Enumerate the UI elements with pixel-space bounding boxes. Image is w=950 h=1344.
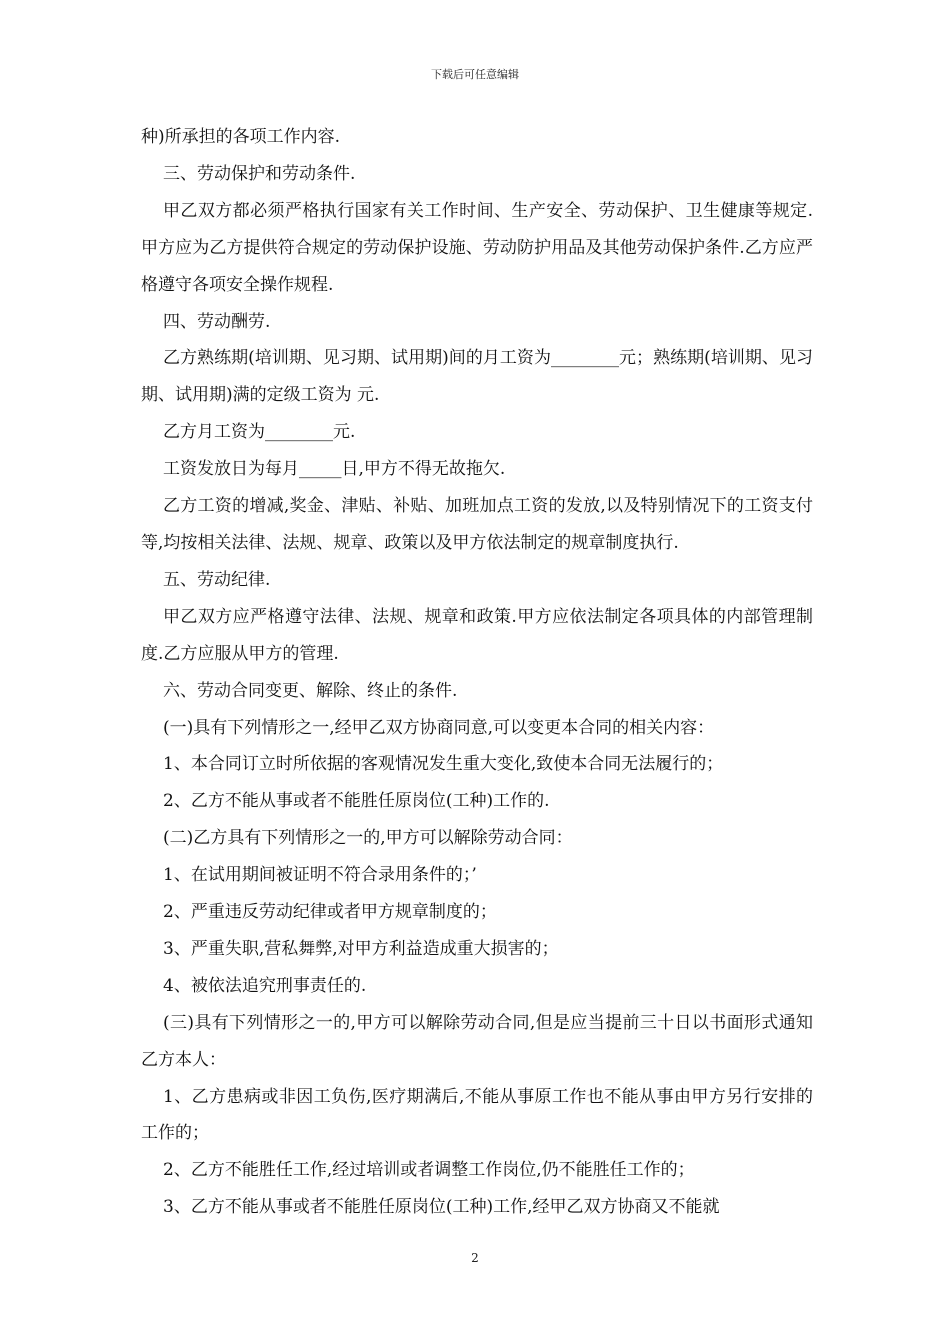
list-item: 1、在试用期间被证明不符合录用条件的；’ [163,865,477,886]
document-body [141,119,813,1226]
subsection-heading: (一)具有下列情形之一,经甲乙双方协商同意,可以变更本合同的相关内容： [163,717,715,738]
paragraph: 甲乙双方都必须严格执行国家有关工作时间、生产安全、劳动保护、卫生健康等规定.甲方应为乙方提供符合规定的劳动保护设施、劳动防护用品及其他劳动保护条件.乙方应严格遵守各项安全操作规程. [141,200,813,295]
page-number: 2 [471,1251,479,1265]
paragraph: 甲乙双方应严格遵守法律、法规、规章和政策.甲方应依法制定各项具体的内部管理制度.乙方应服从甲方的管理. [141,606,813,664]
paragraph: 工资发放日为每月_____日,甲方不得无故拖欠. [163,459,506,480]
list-item: 4、被依法追究刑事责任的. [163,975,367,996]
list-item: 3、乙方不能从事或者不能胜任原岗位(工种)工作,经甲乙双方协商又不能就 [163,1197,720,1218]
subsection-heading: (三)具有下列情形之一的,甲方可以解除劳动合同,但是应当提前三十日以书面形式通知乙方本人： [141,1012,813,1070]
paragraph: 种)所承担的各项工作内容. [141,127,341,147]
list-item: 1、本合同订立时所依据的客观情况发生重大变化,致使本合同无法履行的； [163,754,724,775]
list-item: 3、严重失职,营私舞弊,对甲方利益造成重大损害的； [163,938,559,959]
list-item: 1、乙方患病或非因工负伤,医疗期满后,不能从事原工作也不能从事由甲方另行安排的工作的； [141,1086,813,1144]
list-item: 2、乙方不能胜任工作,经过培训或者调整工作岗位,仍不能胜任工作的； [163,1160,695,1181]
section-heading: 四、劳动酬劳. [163,311,271,332]
subsection-heading: (二)乙方具有下列情形之一的,甲方可以解除劳动合同： [163,828,573,849]
list-item: 2、乙方不能从事或者不能胜任原岗位(工种)工作的. [163,791,550,812]
page-header: 下载后可任意编辑 [431,68,519,81]
paragraph: 乙方月工资为________元. [163,422,356,443]
section-heading: 六、劳动合同变更、解除、终止的条件. [163,680,458,701]
section-heading: 五、劳动纪律. [163,569,271,590]
paragraph: 乙方熟练期(培训期、见习期、试用期)间的月工资为________元；熟练期(培训期、见习期、试用期)满的定级工资为 元. [141,348,813,406]
list-item: 2、严重违反劳动纪律或者甲方规章制度的； [163,902,497,923]
section-heading: 三、劳动保护和劳动条件. [163,163,356,184]
paragraph: 乙方工资的增减,奖金、津贴、补贴、加班加点工资的发放,以及特别情况下的工资支付等,均按相关法律、法规、规章、政策以及甲方依法制定的规章制度执行. [141,496,813,553]
